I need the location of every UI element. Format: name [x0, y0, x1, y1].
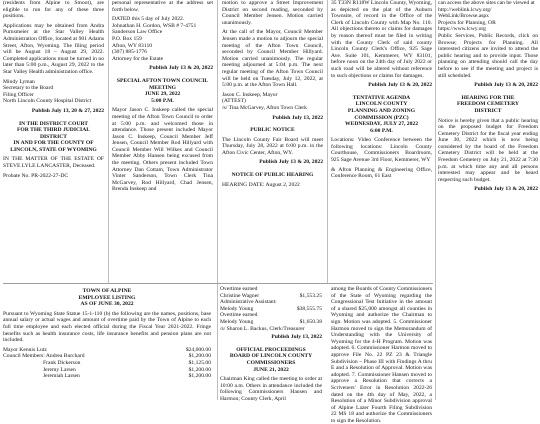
notice-text: 35 T33N R118W Lincoln County, Wyoming, as depicted on the plat of the Auburn Townsite, of record in the Office of the Clerk of Lincoln County with Map No. 110. All objections thereto or claims for damages by reason thereof must be filed in writing with the County Clerk of said county Lincoln County Clerk's Office, 925 Sage Ave. Suite 101, Kemmerer, WY 83101, before noon on the 24th day of July 2022 or such road will be altered without reference to such objections or claims for damages.	[331, 0, 432, 79]
signer-name: Johnathan H. Gordon, WSB # 7-4751	[112, 22, 197, 29]
signer-org: Sanderson Law Office	[112, 29, 163, 36]
notice-heading: IN THE DISTRICT COURT	[18, 120, 89, 127]
weblink-url[interactable]: http://weblink.lcwy.org/	[438, 6, 492, 13]
employee-name: Jeremy Larsen	[43, 366, 76, 373]
employee-amount: $1,200.00	[188, 373, 211, 380]
notice-heading: IN AND FOR THE COUNTY OF LINCOLN, STATE OF WYOMING	[10, 140, 97, 153]
notice-text: Pursuant to Wyoming State Statue 15-1-110 (b) the following are the names, positions, base annual salary or actual wages and amount of overtime paid by the Town of Alpine to each full time employee and each elected official during the Fiscal Year 2021-2022. Fringe benefits such as health insurance costs, life insurance benefits and pension plans are not included.	[3, 310, 211, 344]
publish-line: Publish July 13, 20 & 27, 2022	[31, 107, 104, 114]
notice-text: (residents from Alpine to Smoot), are eligible to run for any of these three positions.	[3, 0, 104, 20]
notice-date: WEDNESDAY, JULY 27, 2022	[345, 121, 418, 128]
signer-title: Attorney for the Estate	[112, 55, 164, 62]
notice-text: DATED this 5 day of July 2022.	[112, 16, 185, 23]
notice-text: The Lincoln County Fair Board will meet Thursday, July 28, 2022 at 6:00 p.m. in the Afton Civic Center, Afton, WY.	[222, 136, 323, 156]
column-5	[438, 0, 538, 400]
employee-name: Council Members: Andrea Burchard	[3, 353, 85, 360]
column-3	[222, 0, 323, 191]
employee-amount: $1,200.00	[188, 353, 211, 360]
notice-text: Mayor Jason C. Inskeep called the special meeting of the Afton Town Council to order at 5:00 p.m. and welcomed those in attendance. Those present included Mayor Jason C. Inskeep, Council Member Jeff Jensen, Council Member Rod Hillyard with Council Member Will Wilkes and Council Member Abby Hansen being excused from the meeting. Others present included Town Attorney Dan Cottam, Town Administrator Vinter Sanderson, Town Clerk Tina McGarvey, Rod Hillyard, Chad Jensen, Brenda Inskeep and	[112, 107, 213, 193]
column-rule	[327, 0, 328, 283]
notice-time: 5:00 P.M.	[151, 97, 174, 104]
payroll-label: Melody Young	[220, 305, 254, 312]
notice-date: JUNE 29, 2022	[144, 91, 181, 98]
section-rule	[3, 283, 433, 284]
publish-line: Publish July 13, 2022	[272, 114, 323, 121]
notice-text: Projects for Planning, OR	[438, 19, 496, 26]
column-1	[3, 0, 104, 182]
weblink-url[interactable]: WebLink/Browse.aspx	[438, 13, 489, 20]
column-rule	[217, 0, 218, 400]
notice-heading: OFFICIAL PROCEEDINGS	[236, 346, 306, 353]
signer-title: Filing Officer	[3, 91, 34, 98]
payroll-amount	[291, 286, 322, 293]
notice-heading: EMPLOYEE LISTING	[78, 294, 136, 301]
payroll-amount: $38,555.75	[296, 305, 322, 312]
notice-heading: FOR THE THIRD JUDICIAL DISTRICT	[17, 127, 90, 140]
notice-text: Notice is hereby given that a public hearing on the proposed budget for Freedom Cemetery District for the fiscal year ending June 30, 2022 which is now being considered by the board of the Freedom Cemetery District will be held at the Freedom Cemetery on July 21, 2022 at 7:30 p.m. at which time any and all persons interested may appear and be heard respecting such budget.	[438, 117, 538, 183]
publish-line: Publish July 13 & 20, 2022	[474, 82, 538, 89]
payroll-label: Melody Young	[220, 318, 254, 325]
payroll-amount: $1,553.25	[299, 292, 322, 299]
employee-listing	[3, 286, 211, 380]
salary-table	[3, 347, 211, 380]
notice-heading: FREEDOM CEMETERY	[456, 101, 520, 108]
payroll-amount: $1,650.38	[299, 318, 322, 325]
notice-text: Public Services, Public Records, click on Browse; Projects for Planning. All interested citizens are invited to attend the public hearing and to provide input. Those planning on attending should call the day before to see if the meeting and project is still scheduled.	[438, 32, 538, 79]
employee-name: Frank Dickerson	[43, 359, 81, 366]
column-rule	[108, 0, 109, 283]
notice-text: motion to approve a Street Improvement District on second reading, seconded by Council Member Jensen. Motion carried unanimously.	[222, 0, 323, 26]
notice-heading: DISTRICT	[474, 107, 502, 114]
payroll-continued	[220, 286, 322, 406]
employee-amount: $1,125.00	[188, 359, 211, 366]
notice-text: & Afton Planning & Engineering Office, Conference Room, 61 East	[331, 166, 432, 180]
signer-name: Mindy Lyman	[3, 78, 35, 85]
table-row	[3, 367, 211, 374]
signer-name: Jason C. Inskeep, Mayor	[222, 91, 278, 98]
table-row	[220, 306, 322, 313]
table-row	[220, 293, 322, 300]
notice-text: among the Boards of County Commissioners of the State of Wyoming regarding the Congressional Test Initiative in the amount of a shared $25,000 amongst all counties in Wyoming and authorize the Chairman to sign. Motion was adopted. 5. Commissioner Harmon moved to sign the Memorandum of Understanding with the University of Wyoming for the 4-H Program. Motion was adopted. 6. Commissioner Harmon moved to approve File No. 22 PZ 23 & Triangle Subdivision – Phase III with Findings A thru E and a Resolution of Approval. Motion was adopted. 7. Commissioner Hansen moved to approve a Resolution that corrects a Scriveners' Error in Resolution 2022-26 dated on the 4th day of May, 2022, a Resolution of a Minor Subdivision approval of Alpine Lazer Fourth Filing Subdivision 22 MS 18 and authorize the Commissioners to sign the Resolution.	[331, 286, 432, 424]
notice-text: Applications may be obtained from Andra Purnsmeier at the Star Valley Health Administration Office, located at 901 Adams Street, Afton, Wyoming. The filing period will be August 18 – August 29, 2022. Completed applications must be turned in no later than 5:00 p.m., August 29, 2022 to the Star Valley Health administration office.	[3, 22, 104, 75]
notice-heading: NOTICE OF PUBLIC HEARING	[231, 172, 314, 179]
publish-line: Publish July 13 & 20, 2022	[259, 159, 323, 166]
table-row	[220, 299, 322, 306]
publish-line: Publish July 13 & 20, 2022	[149, 65, 213, 72]
notice-heading: HEARING FOR THE	[461, 94, 515, 101]
notice-heading: AS OF JUNE 30, 2022	[80, 301, 134, 308]
publish-line: Publish July 13 & 20, 2022	[368, 82, 432, 89]
notice-text: HEARING DATE: August 2, 2022	[222, 181, 300, 188]
notice-text: Chairman King called the meeting to order at 10:00 a.m. Others in attendance included the following Commissioners Hansen and Harmon; County Clerk, April	[220, 376, 322, 402]
table-row	[220, 286, 322, 293]
notice-text: can access the above sites can be viewed at	[438, 0, 535, 6]
probate-number: Probate No. PR-2022-27-DC	[3, 172, 69, 179]
employee-amount: $24,000.00	[185, 346, 211, 353]
notice-heading: TOWN OF ALPINE	[82, 288, 132, 294]
payroll-label: Overtime earned	[220, 286, 258, 292]
signer-address: Afton, WY 83110	[112, 42, 153, 49]
publish-line: Publish July 13, 2022	[271, 334, 322, 341]
notice-text: Locations: Video Conference between the following locations: Lincoln County Courthouse, Commissioners Boardroom, 925 Sage Avenue 3rd Floor, Kemmerer, WY	[331, 137, 432, 164]
column-rule	[435, 0, 436, 400]
proceedings-continued	[331, 286, 432, 424]
notice-heading: BOARD OF LINCOLN COUNTY COMMISSIONERS	[229, 353, 313, 366]
table-row	[3, 360, 211, 367]
notice-time: 6:00 P.M.	[370, 127, 393, 134]
notice-text: IN THE MATTER OF THE ESTATE OF STEVE LYLE LANCASTER, Deceased.	[3, 156, 104, 170]
payroll-label: Overtime earned	[220, 312, 258, 319]
column-4	[331, 0, 432, 183]
table-row	[3, 353, 211, 360]
employee-amount: $1,200.00	[188, 366, 211, 373]
signer-name: /s/ Sharon L. Backus, Clerk/Treasurer	[220, 325, 305, 332]
column-2	[112, 0, 213, 196]
notice-text: At the call of the Mayor, Council Member Jensen made a motion to adjourn the special meeting of the Afton Town Council, seconded by Council Member Hillyard. Motion carried unanimously. The regular meeting adjourned at 5:04 p.m. The next regular meeting of the Afton Town Council will be held on Tuesday, July 12, 2022, at 5:00 p.m. at the Afton Town Hall.	[222, 29, 323, 89]
employee-name: Jeremiah Larsen	[43, 373, 80, 380]
notice-heading: TENTATIVE AGENDA	[352, 94, 411, 101]
signer-org: North Lincoln County Hospital District	[3, 98, 92, 105]
signer-name: /s/ Tina McGarvey, Afton Town Clerk	[222, 104, 307, 111]
notice-heading: COMMISSION (PZC)	[354, 114, 409, 121]
employee-name: Mayor Kennis Lutz	[3, 346, 47, 353]
payroll-amount	[291, 299, 322, 306]
attest-label: (ATTEST)	[222, 98, 246, 105]
table-row	[220, 319, 322, 326]
table-row	[3, 347, 211, 354]
notice-heading: PLANNING AND ZONING	[347, 107, 416, 114]
payroll-label: Administrative Assistant:	[220, 299, 277, 306]
payroll-label: Christine Wagner	[220, 292, 260, 299]
notice-date: JUNE 21, 2022	[253, 366, 289, 373]
notice-heading: LINCOLN COUNTY	[355, 101, 408, 108]
payroll-table	[220, 286, 322, 326]
table-row	[3, 373, 211, 380]
signer-phone: (307) 885-1776	[112, 49, 147, 56]
signer-address: P.O. Box 159	[112, 35, 142, 42]
publish-line: Publish July 13 & 20, 2022	[474, 186, 538, 193]
notice-heading: PUBLIC NOTICE	[250, 127, 295, 134]
signer-title: Secretary to the Board	[3, 85, 54, 92]
payroll-amount	[291, 312, 322, 319]
table-row	[220, 312, 322, 319]
county-website-link[interactable]: https://www.lcwy.org	[438, 26, 486, 33]
notice-heading: SPECIAL AFTON TOWN COUNCIL MEETING	[116, 77, 209, 91]
notice-text: personal representative at the address set forth below.	[112, 0, 213, 13]
